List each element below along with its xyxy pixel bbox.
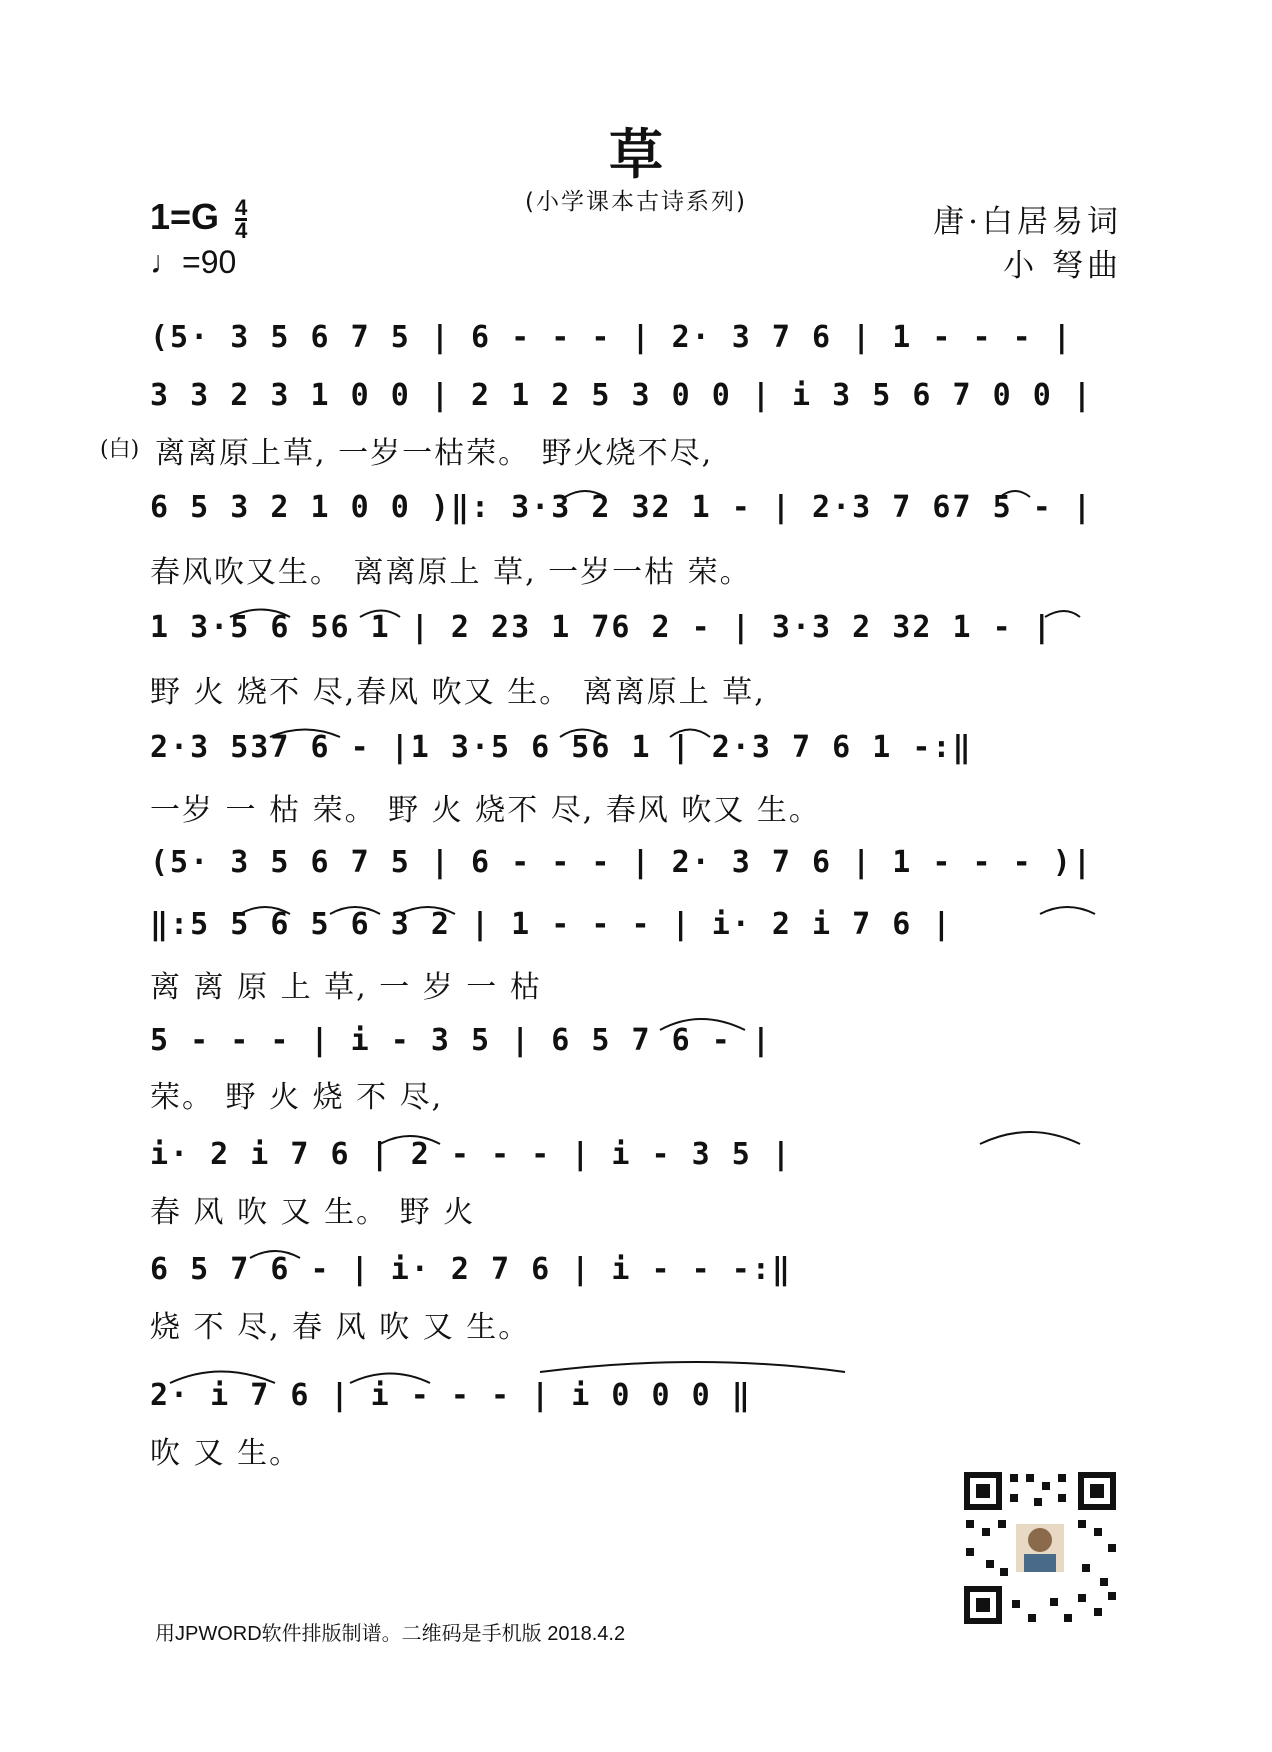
credits: [933, 200, 1122, 288]
score-line-10: 6 5 7 6 - | i· 2 7 6 | i - - -:‖: [150, 1252, 792, 1287]
key-label: 1=G: [150, 196, 220, 237]
key-signature: [150, 196, 247, 241]
lyricist: 唐·白居易词: [933, 204, 1122, 240]
quarter-note-icon: ♩: [150, 244, 182, 280]
time-signature: [235, 194, 248, 243]
time-bottom: 4: [235, 217, 248, 243]
lyric-line-5: 一岁 一 枯 荣。 野 火 烧不 尽, 春风 吹又 生。: [150, 793, 821, 828]
composer: 小 弩曲: [1003, 248, 1122, 284]
spoken-marker: (白): [100, 437, 140, 462]
score-line-4: 1 3·5 6 56 1 | 2 23 1 76 2 - | 3·3 2 32 1 - |: [150, 610, 1053, 645]
lyric-line-4: 野 火 烧不 尽,春风 吹又 生。 离离原上 草,: [150, 675, 766, 710]
song-subtitle: (小学课本古诗系列): [525, 189, 747, 215]
lyric-line-7: 离 离 原 上 草, 一 岁 一 枯: [150, 970, 542, 1005]
score-line-5: 2·3 537 6 - |1 3·5 6 56 1 | 2·3 7 6 1 -:‖: [150, 730, 973, 765]
lyric-line-8: 荣。 野 火 烧 不 尽,: [150, 1080, 444, 1115]
time-top: 4: [235, 194, 248, 220]
score-line-2: 3 3 2 3 1 0 0 | 2 1 2 5 3 0 0 | i 3 5 6 7 0 0 |: [150, 378, 1093, 413]
score-line-11: 2· i 7 6 | i - - - | i 0 0 0 ‖: [150, 1378, 752, 1413]
lyric-line-11: 吹 又 生。: [150, 1436, 302, 1471]
score-line-6: (5· 3 5 6 7 5 | 6 - - - | 2· 3 7 6 | 1 - - - )|: [150, 845, 1093, 880]
footer-note: 用JPWORD软件排版制谱。二维码是手机版 2018.4.2: [155, 1623, 626, 1645]
song-title: 草: [609, 122, 663, 186]
score-line-1: (5· 3 5 6 7 5 | 6 - - - | 2· 3 7 6 | 1 - - - |: [150, 320, 1073, 355]
score-line-7: ‖:5 5 6 5 6 3 2 | 1 - - - | i· 2 i 7 6 |: [150, 907, 953, 942]
score-line-8: 5 - - - | i - 3 5 | 6 5 7 6 - |: [150, 1023, 772, 1058]
lyric-line-10: 烧 不 尽, 春 风 吹 又 生。: [150, 1310, 531, 1345]
lyric-line-3: 春风吹又生。 离离原上 草, 一岁一枯 荣。: [150, 555, 752, 590]
tempo-marking: [150, 244, 236, 281]
score-line-9: i· 2 i 7 6 | 2 - - - | i - 3 5 |: [150, 1137, 792, 1172]
qr-code: [960, 1468, 1120, 1628]
score-line-3: 6 5 3 2 1 0 0 )‖: 3·3 2 32 1 - | 2·3 7 67 5 - |: [150, 490, 1093, 525]
lyric-line-9: 春 风 吹 又 生。 野 火: [150, 1195, 476, 1230]
lyric-line-2: 离离原上草, 一岁一枯荣。 野火烧不尽,: [155, 436, 714, 471]
tempo-value: =90: [182, 244, 237, 280]
